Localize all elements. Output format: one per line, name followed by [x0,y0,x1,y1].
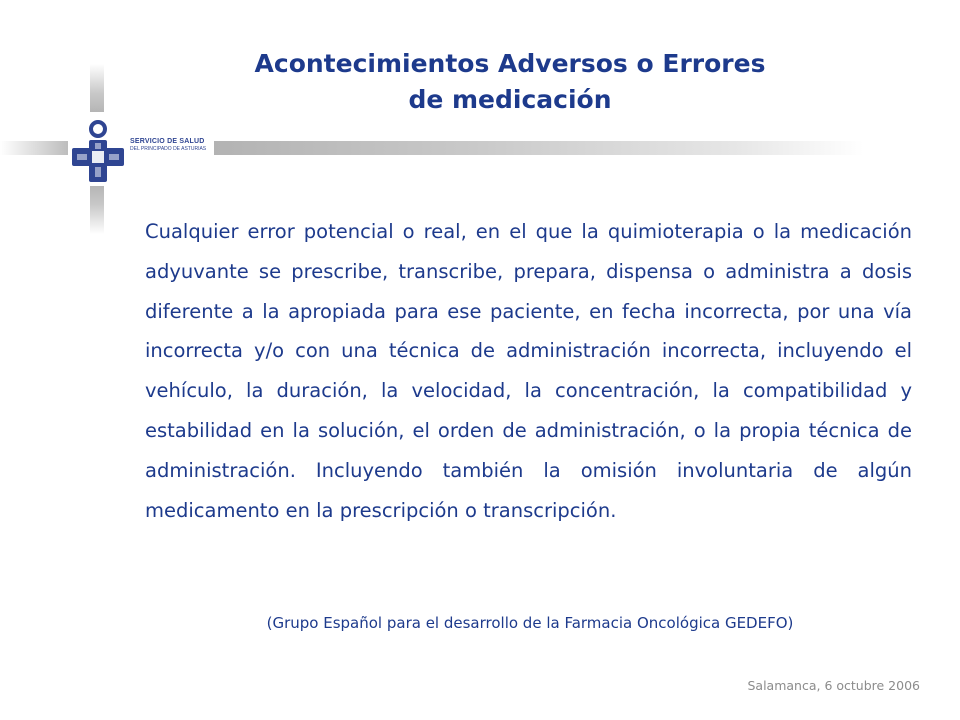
logo-text [130,138,206,152]
slide-title [180,46,840,118]
citation: (Grupo Español para el desarrollo de la Farmacia Oncológica GEDEFO) [266,614,794,632]
logo-line1: SERVICIO DE SALUD [130,138,205,145]
definition-paragraph: Cualquier error potencial o real, en el que la quimioterapia o la medicación adyuvante se prescribe, transcribe, prepara, dispensa o administra a dosis diferente a la apropiada para ese paciente, en fecha incorrecta, por una vía incorrecta y/o con una técnica de administración incorrecta, incluyendo el vehículo, la duración, la velocidad, la concentración, la compatibilidad y estabilidad en la solución, el orden de administración, o la propia técnica de administración. Incluyendo también la omisión involuntaria de algún medicamento en la prescripción o transcripción. [145,220,912,522]
slide-title-line1: Acontecimientos Adversos o Errores [254,49,766,78]
decorative-horizontal-bar-right [214,141,864,155]
servicio-salud-logo [70,118,210,184]
decorative-vertical-bar-bottom [90,186,104,234]
slide-title-line2: de medicación [408,85,612,114]
decorative-vertical-bar-top [90,64,104,112]
logo-line2: DEL PRINCIPADO DE ASTURIAS [130,146,207,152]
medical-cross-person-icon [70,118,126,184]
footer-date-location: Salamanca, 6 octubre 2006 [747,678,920,693]
decorative-horizontal-bar-left [0,141,68,155]
